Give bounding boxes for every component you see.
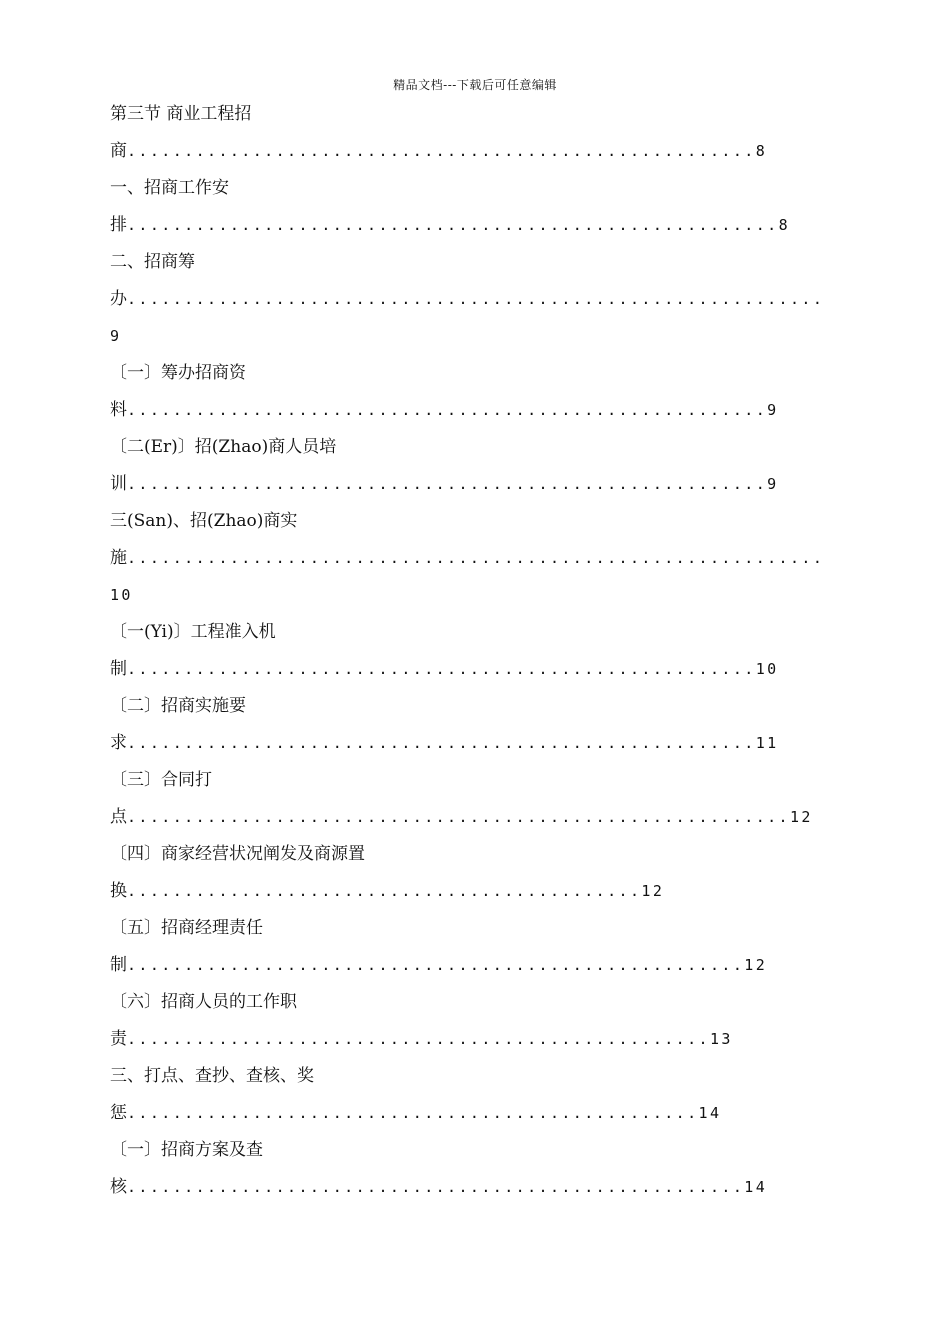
- toc-leader-dots: .......................................................: [127, 142, 756, 160]
- toc-page-number: 12: [789, 808, 813, 826]
- page-header: 精品文档---下载后可任意编辑: [393, 78, 557, 92]
- toc-entry[interactable]: [110, 947, 850, 984]
- toc-page-number: 13: [709, 1030, 733, 1048]
- toc-line: [110, 984, 850, 1021]
- toc-line: [110, 429, 850, 466]
- toc-page-number: 8: [778, 216, 790, 234]
- toc-leader-dots: ...................................................: [127, 1030, 710, 1048]
- toc-entry[interactable]: [110, 1095, 850, 1132]
- toc-line: [110, 244, 850, 281]
- toc-title: 第三节 商业工程招: [110, 104, 252, 124]
- toc-title: 〔二(Er)〕招(Zhao)商人员培: [110, 437, 337, 457]
- toc-entry[interactable]: [110, 1021, 850, 1058]
- toc-line: [110, 170, 850, 207]
- toc-entry[interactable]: [110, 207, 850, 244]
- toc-title: 〔五〕招商经理责任: [110, 918, 263, 938]
- toc-leader-dots: ........................................................: [127, 401, 768, 419]
- toc-line: [110, 910, 850, 947]
- toc-entry-head: 制: [110, 659, 127, 679]
- toc-line: [110, 836, 850, 873]
- toc-wrapped-page-number: 10: [110, 586, 133, 604]
- toc-line: [110, 688, 850, 725]
- toc-page-number: 14: [698, 1104, 722, 1122]
- toc-title: 一、招商工作安: [110, 178, 229, 198]
- toc-wrapped-page-number: 9: [110, 327, 122, 345]
- toc-line: [110, 355, 850, 392]
- toc-entry-head: 换: [110, 881, 127, 901]
- toc-page-number: 9: [767, 475, 779, 493]
- toc-title: 〔一(Yi)〕工程准入机: [110, 622, 276, 642]
- toc-leader-dots: .......................................................: [127, 660, 756, 678]
- toc-title: 〔一〕筹办招商资: [110, 363, 246, 383]
- toc-page-number: 11: [755, 734, 779, 752]
- toc-entry[interactable]: [110, 392, 850, 429]
- toc-title: 三、打点、查抄、查核、奖: [110, 1066, 314, 1086]
- toc-line: [110, 762, 850, 799]
- toc-leader-dots: ..................................................: [127, 1104, 699, 1122]
- toc-title: 二、招商筹: [110, 252, 195, 272]
- toc-entry-head: 制: [110, 955, 127, 975]
- toc-entry-head: 责: [110, 1029, 127, 1049]
- table-of-contents: [110, 96, 850, 1206]
- toc-title: 〔三〕合同打: [110, 770, 212, 790]
- toc-entry-head: 商: [110, 141, 127, 161]
- toc-line: [110, 1058, 850, 1095]
- toc-leader-dots: .............................................................: [127, 290, 825, 308]
- toc-leader-dots: .......................................................: [127, 734, 756, 752]
- toc-entry-head: 求: [110, 733, 127, 753]
- toc-title: 〔二〕招商实施要: [110, 696, 246, 716]
- toc-leader-dots: ......................................................: [127, 1178, 745, 1196]
- toc-page-number: 8: [755, 142, 768, 160]
- toc-entry[interactable]: [110, 133, 850, 170]
- toc-entry[interactable]: [110, 1169, 850, 1206]
- toc-page-number: 12: [744, 956, 768, 974]
- toc-leader-dots: .........................................................: [127, 216, 779, 234]
- toc-line: [110, 318, 850, 355]
- toc-entry[interactable]: [110, 281, 850, 318]
- toc-entry[interactable]: [110, 466, 850, 503]
- toc-page-number: 9: [767, 401, 779, 419]
- toc-line: [110, 1132, 850, 1169]
- toc-title: 〔六〕招商人员的工作职: [110, 992, 297, 1012]
- toc-entry-head: 核: [110, 1177, 127, 1197]
- toc-entry[interactable]: [110, 651, 850, 688]
- toc-line: [110, 614, 850, 651]
- toc-line: [110, 503, 850, 540]
- toc-leader-dots: ......................................................: [127, 956, 745, 974]
- toc-leader-dots: ..........................................................: [127, 808, 790, 826]
- toc-entry-head: 排: [110, 215, 127, 235]
- toc-page-number: 10: [755, 660, 779, 678]
- toc-entry-head: 训: [110, 474, 127, 494]
- toc-title: 三(San)、招(Zhao)商实: [110, 511, 298, 531]
- toc-entry-head: 料: [110, 400, 127, 420]
- toc-entry-head: 点: [110, 807, 127, 827]
- toc-entry-head: 施: [110, 548, 127, 568]
- toc-page-number: 12: [641, 882, 665, 900]
- toc-page-number: 14: [744, 1178, 768, 1196]
- toc-entry-head: 惩: [110, 1103, 127, 1123]
- toc-title: 〔一〕招商方案及查: [110, 1140, 263, 1160]
- toc-entry-head: 办: [110, 289, 127, 309]
- toc-line: [110, 577, 850, 614]
- toc-leader-dots: .............................................: [127, 882, 642, 900]
- toc-entry[interactable]: [110, 873, 850, 910]
- toc-leader-dots: .............................................................: [127, 549, 825, 567]
- toc-entry[interactable]: [110, 799, 850, 836]
- toc-line: [110, 96, 850, 133]
- toc-title: 〔四〕商家经营状况阐发及商源置: [110, 844, 365, 864]
- toc-entry[interactable]: [110, 725, 850, 762]
- toc-leader-dots: ........................................................: [127, 475, 768, 493]
- toc-entry[interactable]: [110, 540, 850, 577]
